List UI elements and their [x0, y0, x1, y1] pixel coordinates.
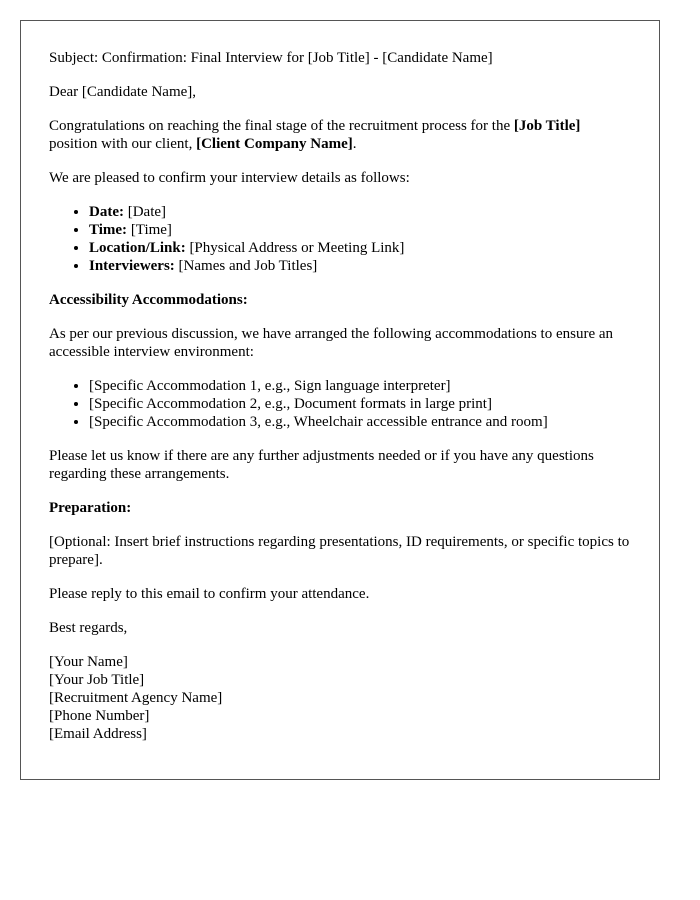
adjustments-paragraph: Please let us know if there are any further adjustments needed or if you have any questions regarding these arrangements.: [49, 448, 594, 482]
intro-text-before: Congratulations on reaching the final stage of the recruitment process for the: [49, 118, 514, 134]
detail-label: Time:: [89, 222, 128, 238]
job-title-placeholder: [Job Title]: [513, 118, 581, 134]
intro-text-after: .: [352, 136, 357, 152]
signature-agency: [Recruitment Agency Name]: [49, 690, 223, 706]
detail-label: Location/Link:: [89, 240, 186, 256]
detail-item-location: [89, 239, 631, 257]
greeting: Dear [Candidate Name],: [49, 84, 197, 100]
accommodation-item: • [Specific Accommodation 3, e.g., Wheelchair accessible entrance and room]: [89, 413, 631, 431]
subject-line: Subject: Confirmation: Final Interview for [Job Title] - [Candidate Name]: [49, 50, 493, 66]
client-name-placeholder: [Client Company Name]: [196, 136, 353, 152]
accommodation-item: • [Specific Accommodation 1, e.g., Sign language interpreter]: [89, 377, 631, 395]
letter-container: [20, 20, 660, 780]
detail-value: [Date]: [123, 204, 167, 220]
confirm-paragraph: We are pleased to confirm your interview details as follows:: [49, 170, 410, 186]
signature-name: [Your Name]: [49, 654, 128, 670]
accessibility-paragraph: As per our previous discussion, we have arranged the following accommodations to ensure an accessible interview environment:: [49, 326, 614, 360]
signature-email: [Email Address]: [49, 726, 147, 742]
reply-paragraph: Please reply to this email to confirm your attendance.: [49, 586, 370, 602]
detail-value: [Physical Address or Meeting Link]: [185, 240, 405, 256]
accessibility-heading: Accessibility Accommodations:: [49, 292, 248, 308]
intro-text-middle: position with our client,: [49, 136, 197, 152]
accommodation-item: • [Specific Accommodation 2, e.g., Document formats in large print]: [89, 395, 631, 413]
accommodations-list: [49, 377, 631, 431]
interview-details-list: [49, 203, 631, 275]
detail-label: Interviewers:: [89, 258, 175, 274]
detail-label: Date:: [89, 204, 124, 220]
detail-value: [Time]: [127, 222, 172, 238]
preparation-paragraph: [Optional: Insert brief instructions regarding presentations, ID requirements, or specific topics to prepare].: [49, 534, 630, 568]
detail-item-time: [89, 221, 631, 239]
signature-block: [49, 653, 631, 743]
preparation-heading: Preparation:: [49, 500, 132, 516]
detail-item-date: [89, 203, 631, 221]
closing: Best regards,: [49, 620, 128, 636]
signature-phone: [Phone Number]: [49, 708, 150, 724]
signature-job-title: [Your Job Title]: [49, 672, 145, 688]
detail-value: [Names and Job Titles]: [174, 258, 318, 274]
intro-paragraph: [49, 117, 631, 153]
detail-item-interviewers: [89, 257, 631, 275]
